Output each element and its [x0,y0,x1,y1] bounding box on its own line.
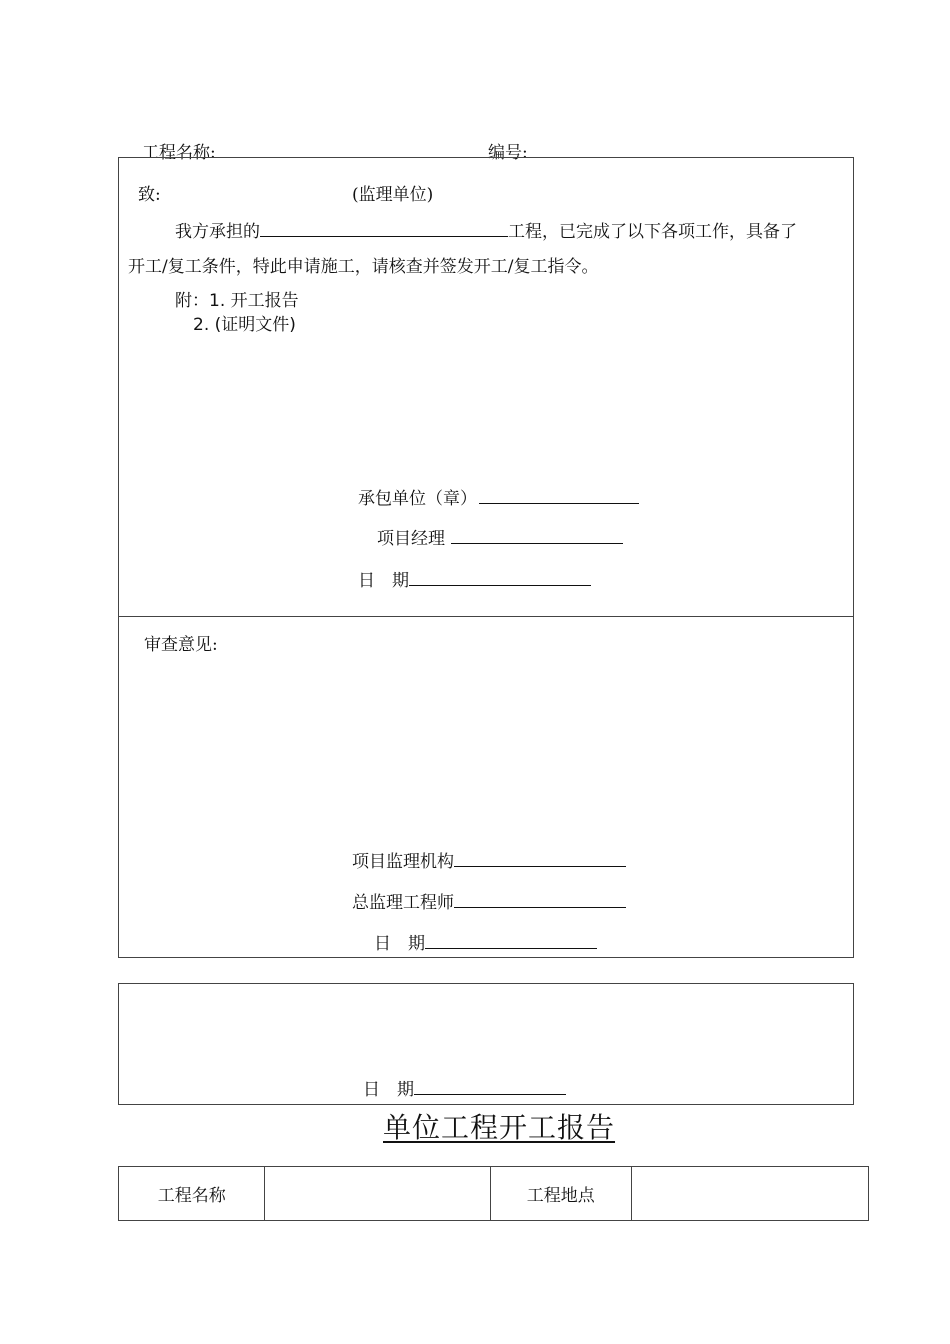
manager-label: 项目经理 [377,529,445,549]
chief-label: 总监理工程师 [352,893,454,913]
table-row [119,1167,869,1221]
project-blank[interactable] [260,219,508,237]
attach-item-2: 2. (证明文件) [193,315,296,335]
contractor-label: 承包单位（章） [358,489,477,509]
attach-item-1: 1. 开工报告 [209,291,299,311]
review-date-row [374,929,597,954]
agency-blank[interactable] [454,849,626,867]
review-date-label: 日 期 [374,934,425,954]
application-date-row [358,566,591,591]
approval-date-blank[interactable] [414,1077,566,1095]
agency-signature-row [352,847,626,872]
number-label: 编号: [488,143,528,163]
attachment-line1 [175,286,299,311]
agency-label: 项目监理机构 [352,852,454,872]
approval-date-row [363,1075,566,1100]
project-name-cell[interactable] [265,1167,490,1221]
supervisor-unit-label: (监理单位) [352,185,434,205]
application-body-line1 [175,217,797,242]
approval-date-label: 日 期 [363,1080,414,1100]
report-info-table [118,1166,869,1221]
manager-blank[interactable] [451,526,623,544]
chief-signature-row [352,888,626,913]
project-name-label: 工程名称: [142,143,216,163]
review-opinion-label: 审查意见: [144,635,218,655]
application-date-blank[interactable] [409,568,591,586]
project-name-header: 工程名称 [119,1167,265,1221]
review-date-blank[interactable] [425,931,597,949]
contractor-blank[interactable] [479,486,639,504]
body-suffix: 工程，已完成了以下各项工作，具备了 [508,222,797,242]
to-label: 致: [138,185,161,205]
contractor-signature-row [358,484,639,509]
body-prefix: 我方承担的 [175,222,260,242]
attach-label: 附： [175,291,209,311]
location-cell[interactable] [631,1167,868,1221]
application-date-label: 日 期 [358,571,409,591]
application-body-line2: 开工/复工条件，特此申请施工，请核查并签发开工/复工指令。 [128,257,599,277]
location-header: 工程地点 [490,1167,631,1221]
chief-blank[interactable] [454,890,626,908]
manager-signature-row [377,524,623,549]
report-title: 单位工程开工报告 [383,1111,616,1144]
